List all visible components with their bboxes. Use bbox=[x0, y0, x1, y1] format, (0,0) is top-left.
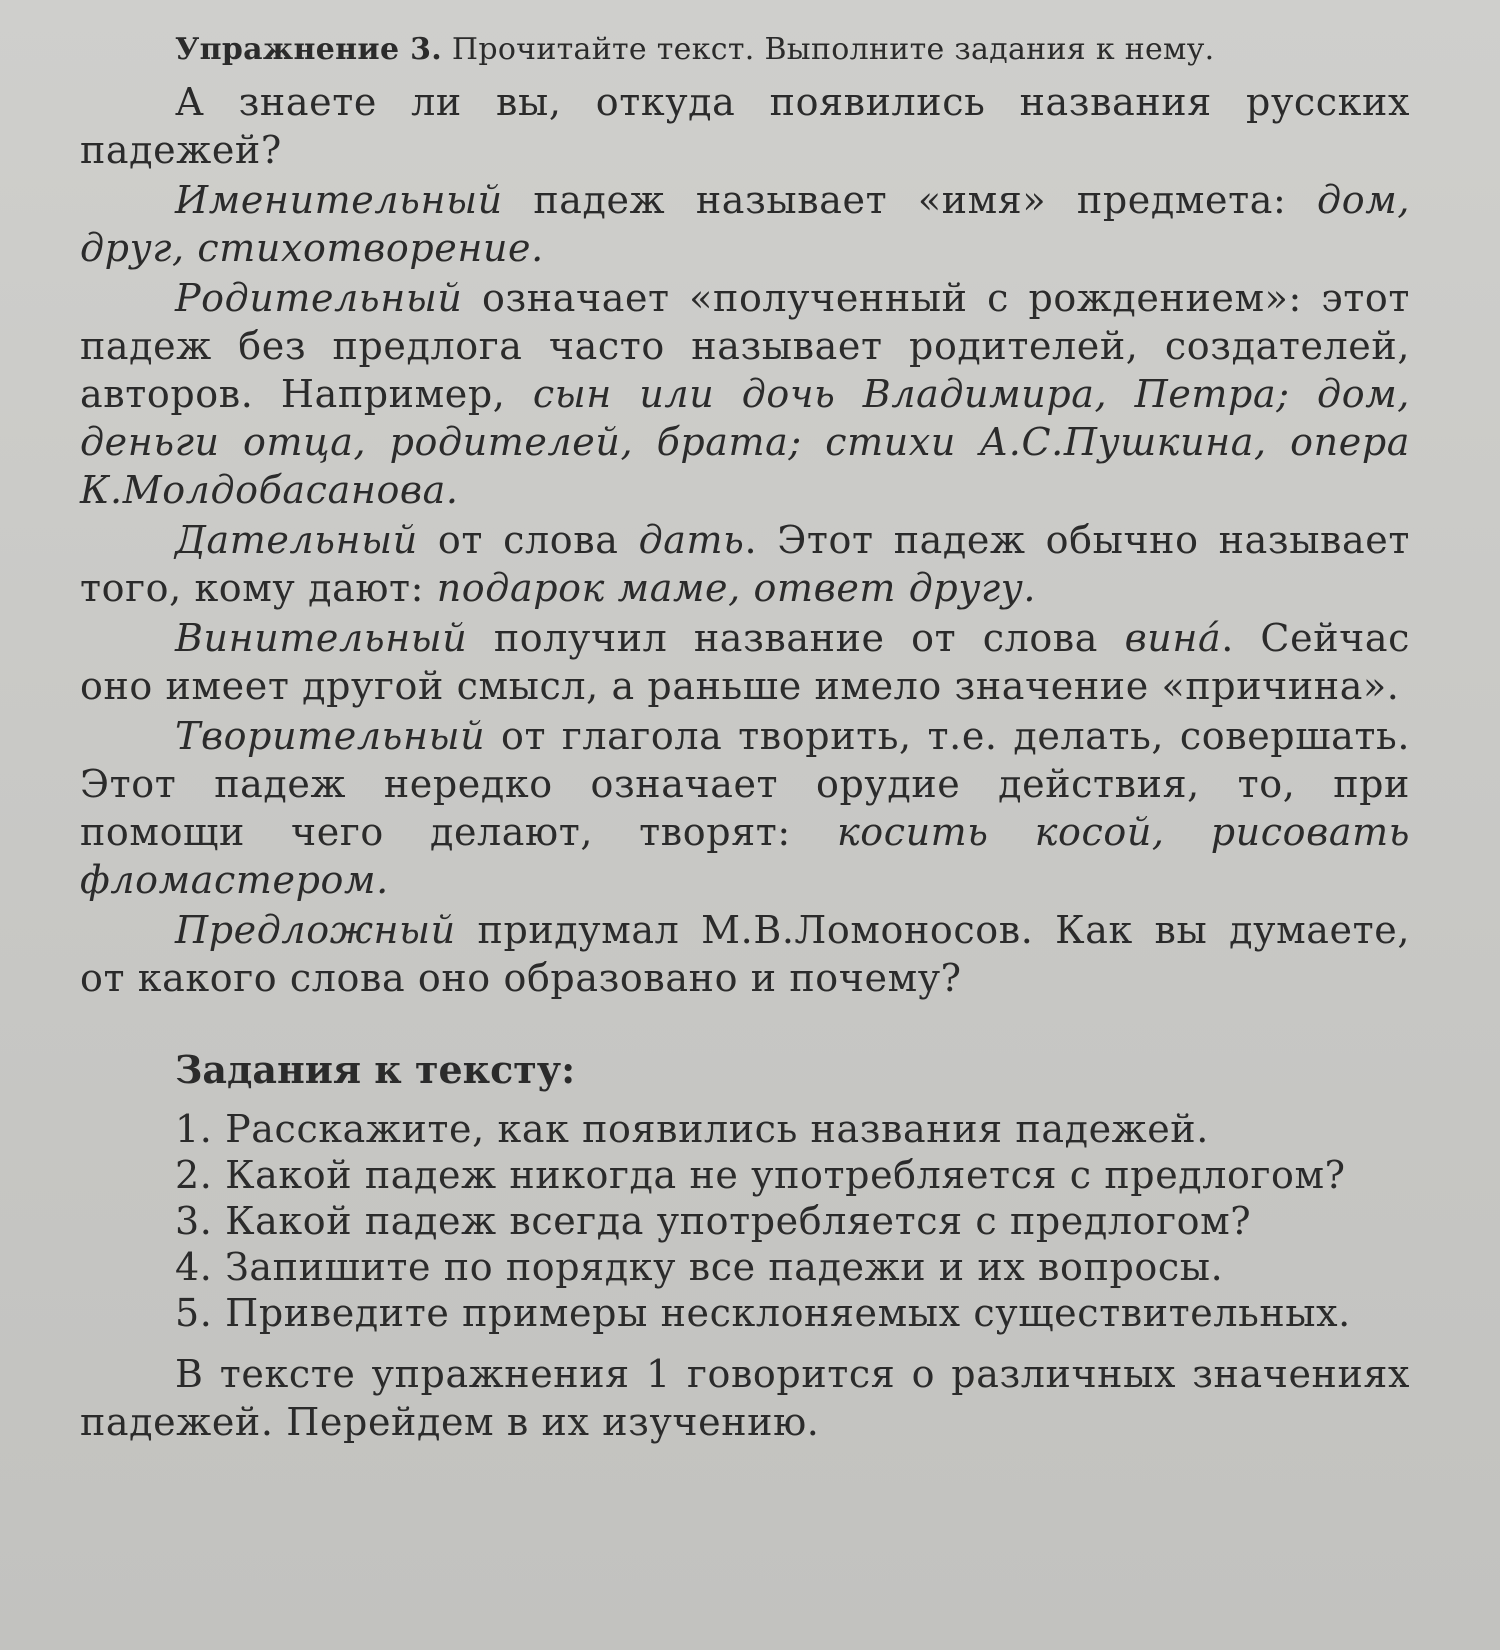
exercise-header bbox=[175, 28, 1410, 72]
task-item: 4. Запишите по порядку все падежи и их вопросы. bbox=[175, 1245, 1224, 1289]
paragraph-nominative: Именительный падеж называет «имя» предмета: дом, друг, стихотворение. bbox=[80, 178, 1410, 270]
case-term: Родительный bbox=[175, 276, 463, 320]
paragraph-dative: Дательный от слова дать. Этот падеж обычно называет того, кому дают: подарок маме, ответ другу. bbox=[80, 518, 1410, 610]
task-item: 3. Какой падеж всегда употребляется с предлогом? bbox=[175, 1199, 1252, 1243]
task-item: 5. Приведите примеры несклоняемых существительных. bbox=[175, 1291, 1351, 1335]
example-text: косить косой, рисовать фломастером. bbox=[80, 810, 1410, 902]
case-term: Именительный bbox=[175, 178, 503, 222]
example-text: дать bbox=[638, 518, 745, 562]
task-item: 2. Какой падеж никогда не употребляется с предлогом? bbox=[175, 1153, 1346, 1197]
case-term: Дательный bbox=[175, 518, 418, 562]
example-text: вина́ bbox=[1124, 616, 1222, 660]
paragraph-genitive: Родительный означает «полученный с рождением»: этот падеж без предлога часто называет родителей, создателей, авторов. Например, сын или дочь Владимира, Петра; дом, деньги отца, родителей, брата; стихи А.С.Пушкина, опера К.Молдобасанова. bbox=[80, 276, 1410, 512]
task-list bbox=[80, 1106, 1410, 1336]
task-item: 1. Расскажите, как появились названия падежей. bbox=[175, 1107, 1209, 1151]
case-term: Творительный bbox=[175, 714, 486, 758]
exercise-instruction: Прочитайте текст. Выполните задания к нему. bbox=[451, 32, 1215, 67]
tasks-heading: Задания к тексту: bbox=[175, 1047, 576, 1092]
paragraph-accusative: Винительный получил название от слова вина́. Сейчас оно имеет другой смысл, а раньше имело значение «причина». bbox=[80, 616, 1410, 708]
example-text: подарок маме, ответ другу. bbox=[436, 566, 1037, 610]
example-text: дом, друг, стихотворение. bbox=[80, 178, 1410, 270]
paragraph-prepositional: Предложный придумал М.В.Ломоносов. Как вы думаете, от какого слова оно образовано и почему? bbox=[80, 908, 1410, 1000]
closing-paragraph: В тексте упражнения 1 говорится о различных значениях падежей. Перейдем в их изучению. bbox=[80, 1352, 1410, 1444]
paragraph-instrumental: Творительный от глагола творить, т.е. делать, совершать. Этот падеж нередко означает орудие действия, то, при помощи чего делают, творят: косить косой, рисовать фломастером. bbox=[80, 714, 1410, 902]
case-term: Винительный bbox=[175, 616, 468, 660]
intro-paragraph: А знаете ли вы, откуда появились названия русских падежей? bbox=[80, 80, 1410, 172]
exercise-label: Упражнение 3. bbox=[175, 32, 443, 67]
example-text: сын или дочь Владимира, Петра; дом, деньги отца, родителей, брата; стихи А.С.Пушкина, опера К.Молдобасанова. bbox=[80, 372, 1410, 512]
case-term: Предложный bbox=[175, 908, 456, 952]
